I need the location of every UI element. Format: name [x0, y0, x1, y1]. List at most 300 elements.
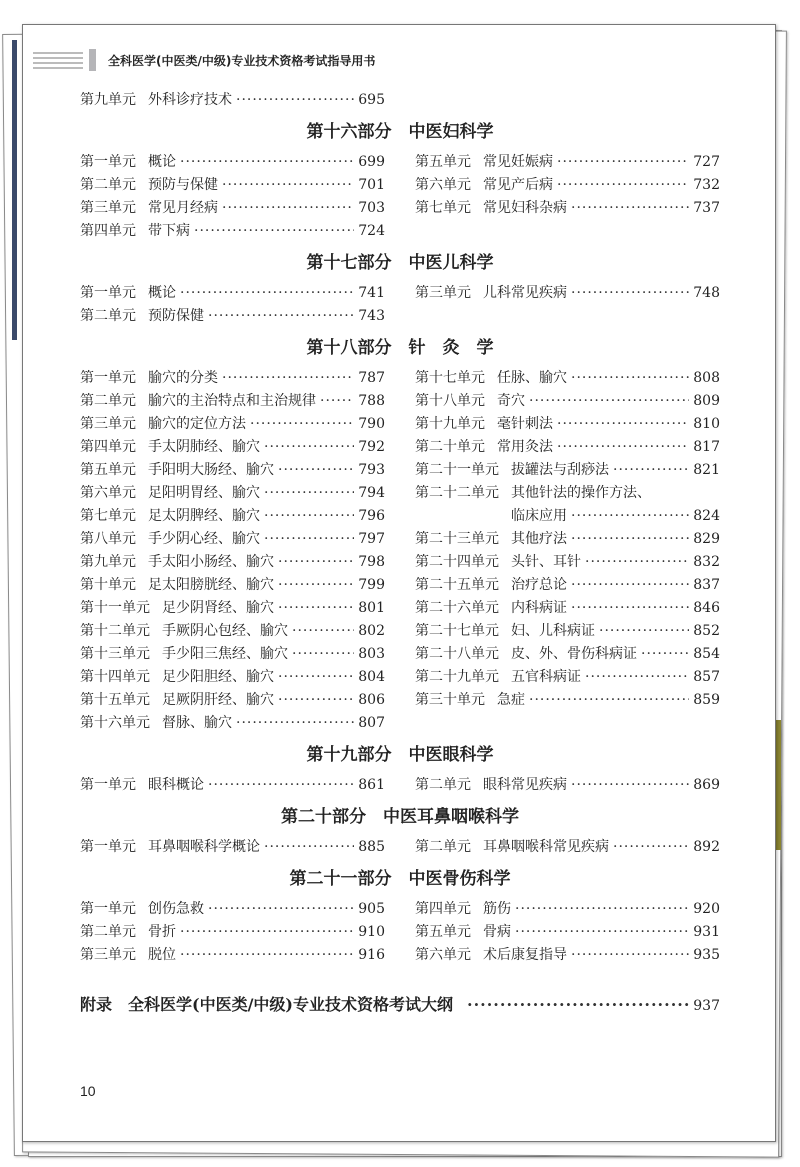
section-title: 第二十部分 中医耳鼻咽喉科学	[281, 807, 519, 827]
right-column	[415, 151, 720, 243]
page-number: 788	[358, 393, 385, 409]
page-number: 804	[358, 669, 385, 685]
appendix-label: 附录	[80, 995, 113, 1014]
entry-title: 骨病	[483, 924, 511, 940]
dot-leader	[264, 528, 354, 551]
unit-label: 第一单元	[80, 839, 136, 855]
dot-leader	[571, 367, 689, 390]
dot-leader	[613, 836, 689, 859]
dot-leader	[529, 689, 689, 712]
unit-label: 第十四单元	[80, 669, 150, 685]
page-number: 794	[358, 485, 385, 501]
entry-title: 头针、耳针	[511, 554, 581, 570]
toc-entry[interactable]	[80, 666, 385, 689]
header-stripes-decoration	[33, 49, 83, 71]
toc-entry[interactable]	[80, 689, 385, 712]
entry-title: 其他疗法	[511, 531, 567, 547]
dot-leader	[250, 413, 354, 436]
unit-label: 第四单元	[80, 439, 136, 455]
unit-label: 第九单元	[80, 554, 136, 570]
entry-title: 常见月经病	[148, 200, 218, 216]
toc-entry[interactable]	[415, 413, 720, 436]
left-column	[80, 151, 385, 243]
entry-title: 治疗总论	[511, 577, 567, 593]
entry-title: 筋伤	[483, 901, 511, 917]
page-number: 699	[358, 154, 385, 170]
page-number: 737	[693, 200, 720, 216]
toc-entry[interactable]	[80, 528, 385, 551]
toc-entry[interactable]	[80, 367, 385, 390]
dot-leader	[557, 151, 689, 174]
dot-leader	[264, 836, 354, 859]
dot-leader	[180, 944, 354, 967]
unit-label: 第二十二单元	[415, 485, 499, 501]
unit-label: 第二十单元	[415, 439, 485, 455]
dot-leader	[571, 774, 689, 797]
dot-leader	[613, 459, 689, 482]
toc-entry[interactable]	[415, 436, 720, 459]
unit-label: 第十五单元	[80, 692, 150, 708]
dot-leader	[208, 305, 354, 328]
toc-entry[interactable]	[415, 528, 720, 551]
page-number: 796	[358, 508, 385, 524]
toc-entry[interactable]	[80, 305, 385, 328]
unit-label: 第二单元	[415, 777, 471, 793]
dot-leader	[557, 413, 689, 436]
entry-title: 足少阳胆经、腧穴	[162, 669, 274, 685]
entry-title: 脱位	[148, 947, 176, 963]
page-number: 701	[358, 177, 385, 193]
page-number: 885	[358, 839, 385, 855]
section-title: 第十七部分 中医儿科学	[306, 253, 494, 273]
unit-label: 第一单元	[80, 370, 136, 386]
book-edge-accent	[12, 40, 17, 340]
unit-label: 第三单元	[415, 285, 471, 301]
dot-leader	[571, 505, 689, 528]
toc-entry[interactable]	[415, 944, 720, 967]
entry-title: 眼科常见疾病	[483, 777, 567, 793]
toc-entry[interactable]	[80, 89, 385, 112]
entry-title: 腧穴的定位方法	[148, 416, 246, 432]
dot-leader	[222, 367, 354, 390]
toc-entry[interactable]	[415, 597, 720, 620]
page-number: 787	[358, 370, 385, 386]
page-number: 935	[693, 947, 720, 963]
section-columns	[80, 367, 720, 735]
dot-leader	[467, 993, 689, 1016]
dot-leader	[278, 689, 354, 712]
dot-leader	[515, 921, 689, 944]
toc-entry[interactable]	[80, 551, 385, 574]
dot-leader	[571, 574, 689, 597]
dot-leader	[571, 944, 689, 967]
unit-label: 第二单元	[80, 177, 136, 193]
unit-label: 第七单元	[415, 200, 471, 216]
left-column	[80, 282, 385, 328]
unit-label: 第五单元	[415, 924, 471, 940]
toc-entry[interactable]	[80, 220, 385, 243]
dot-leader	[222, 197, 354, 220]
page-number: 910	[358, 924, 385, 940]
toc-section	[80, 735, 720, 797]
page-number: 920	[693, 901, 720, 917]
page-number: 837	[693, 577, 720, 593]
toc-entry[interactable]	[415, 367, 720, 390]
toc-entry[interactable]	[80, 482, 385, 505]
page-number: 727	[693, 154, 720, 170]
toc-entry[interactable]	[415, 836, 720, 859]
table-of-contents	[80, 89, 720, 1016]
dot-leader	[180, 282, 354, 305]
page-number: 797	[358, 531, 385, 547]
page-number: 832	[693, 554, 720, 570]
toc-entry[interactable]	[80, 712, 385, 735]
entry-title: 概论	[148, 154, 176, 170]
entry-title: 手少阳三焦经、腧穴	[162, 646, 288, 662]
unit-label: 第五单元	[80, 462, 136, 478]
entry-title: 临床应用	[511, 508, 567, 524]
entry-title: 皮、外、骨伤科病证	[511, 646, 637, 662]
section-title: 第二十一部分 中医骨伤科学	[289, 869, 511, 889]
page-number: 732	[693, 177, 720, 193]
unit-label: 第二单元	[415, 839, 471, 855]
unit-label: 第三单元	[80, 947, 136, 963]
page-number: 852	[693, 623, 720, 639]
toc-entry[interactable]	[80, 151, 385, 174]
dot-leader	[278, 459, 354, 482]
toc-entry[interactable]	[80, 459, 385, 482]
unit-label: 第二十七单元	[415, 623, 499, 639]
unit-label: 第一单元	[80, 901, 136, 917]
dot-leader	[208, 898, 354, 921]
toc-entry[interactable]	[415, 921, 720, 944]
toc-entry[interactable]	[80, 174, 385, 197]
right-column	[415, 282, 720, 328]
dot-leader	[278, 666, 354, 689]
toc-entry[interactable]	[80, 836, 385, 859]
toc-entry-continuation[interactable]	[415, 505, 720, 528]
dot-leader	[515, 898, 689, 921]
page-number: 857	[693, 669, 720, 685]
entry-title: 常用灸法	[497, 439, 553, 455]
unit-label: 第十一单元	[80, 600, 150, 616]
page-number: 801	[358, 600, 385, 616]
toc-entry[interactable]	[415, 574, 720, 597]
dot-leader	[599, 620, 689, 643]
entry-title: 奇穴	[497, 393, 525, 409]
page-number: 916	[358, 947, 385, 963]
dot-leader	[320, 390, 354, 413]
page-number: 829	[693, 531, 720, 547]
page-number: 937	[693, 998, 720, 1014]
entry-title: 手太阳小肠经、腧穴	[148, 554, 274, 570]
unit-label: 第二十三单元	[415, 531, 499, 547]
toc-entry[interactable]	[80, 282, 385, 305]
entry-title: 儿科常见疾病	[483, 285, 567, 301]
entry-title: 足厥阴肝经、腧穴	[162, 692, 274, 708]
toc-entry[interactable]	[415, 666, 720, 689]
entry-title: 骨折	[148, 924, 176, 940]
toc-section	[80, 243, 720, 328]
entry-title: 术后康复指导	[483, 947, 567, 963]
entry-title: 手太阴肺经、腧穴	[148, 439, 260, 455]
toc-entry[interactable]	[80, 597, 385, 620]
dot-leader	[236, 89, 354, 112]
unit-label: 第二单元	[80, 393, 136, 409]
page-number: 741	[358, 285, 385, 301]
unit-label: 第二十九单元	[415, 669, 499, 685]
unit-label: 第三单元	[80, 416, 136, 432]
right-column	[415, 898, 720, 967]
section-columns	[80, 151, 720, 243]
dot-leader	[194, 220, 354, 243]
section-columns	[80, 836, 720, 859]
section-title: 第十八部分 针 灸 学	[306, 338, 494, 358]
dot-leader	[557, 174, 689, 197]
entry-title: 预防与保健	[148, 177, 218, 193]
unit-label: 第六单元	[415, 177, 471, 193]
unit-label: 第二十五单元	[415, 577, 499, 593]
toc-entry[interactable]	[80, 197, 385, 220]
toc-section	[80, 797, 720, 859]
dot-leader	[278, 574, 354, 597]
entry-title: 手厥阴心包经、腧穴	[162, 623, 288, 639]
entry-title: 带下病	[148, 223, 190, 239]
dot-leader	[292, 620, 354, 643]
unit-label: 第一单元	[80, 777, 136, 793]
unit-label: 第四单元	[80, 223, 136, 239]
toc-entry[interactable]	[80, 574, 385, 597]
toc-entry[interactable]	[415, 151, 720, 174]
toc-entry[interactable]	[415, 643, 720, 666]
dot-leader	[222, 174, 354, 197]
right-column	[415, 367, 720, 735]
unit-label: 第三十单元	[415, 692, 485, 708]
dot-leader	[585, 666, 689, 689]
page-number: 817	[693, 439, 720, 455]
document-page	[22, 24, 776, 1142]
unit-label: 第二十八单元	[415, 646, 499, 662]
dot-leader	[571, 528, 689, 551]
unit-label: 第八单元	[80, 531, 136, 547]
page-number: 854	[693, 646, 720, 662]
entry-title: 妇、儿科病证	[511, 623, 595, 639]
toc-entry[interactable]	[80, 643, 385, 666]
toc-entry[interactable]	[415, 459, 720, 482]
section-title: 第十九部分 中医眼科学	[306, 745, 494, 765]
entry-title: 常见产后病	[483, 177, 553, 193]
dot-leader	[180, 921, 354, 944]
entry-title: 腧穴的分类	[148, 370, 218, 386]
toc-entry[interactable]	[415, 689, 720, 712]
entry-title: 急症	[497, 692, 525, 708]
toc-entry[interactable]	[415, 197, 720, 220]
entry-title: 内科病证	[511, 600, 567, 616]
appendix-entry[interactable]	[80, 993, 720, 1016]
entry-title: 任脉、腧穴	[497, 370, 567, 386]
unit-label: 第一单元	[80, 154, 136, 170]
dot-leader	[264, 436, 354, 459]
unit-label: 第十单元	[80, 577, 136, 593]
entry-title: 拔罐法与刮痧法	[511, 462, 609, 478]
section-columns	[80, 282, 720, 328]
appendix-title: 全科医学(中医类/中级)专业技术资格考试大纲	[128, 995, 454, 1014]
left-column	[80, 367, 385, 735]
unit-label: 第一单元	[80, 285, 136, 301]
unit-label: 第十八单元	[415, 393, 485, 409]
toc-entry[interactable]	[80, 436, 385, 459]
page-number: 806	[358, 692, 385, 708]
right-column	[415, 774, 720, 797]
unit-label: 第三单元	[80, 200, 136, 216]
entry-title: 手阳明大肠经、腧穴	[148, 462, 274, 478]
dot-leader	[208, 774, 354, 797]
page-number: 807	[358, 715, 385, 731]
toc-entry[interactable]	[80, 620, 385, 643]
page-number: 792	[358, 439, 385, 455]
page-number: 808	[693, 370, 720, 386]
page-number: 809	[693, 393, 720, 409]
unit-label: 第十三单元	[80, 646, 150, 662]
book-edge-accent	[776, 720, 781, 850]
toc-entry[interactable]	[80, 390, 385, 413]
dot-leader	[585, 551, 689, 574]
left-column	[80, 774, 385, 797]
entry-title: 概论	[148, 285, 176, 301]
unit-label: 第六单元	[80, 485, 136, 501]
toc-entry[interactable]	[415, 774, 720, 797]
dot-leader	[571, 282, 689, 305]
dot-leader	[557, 436, 689, 459]
dot-leader	[278, 597, 354, 620]
page-number-footer: 10	[80, 1083, 96, 1099]
dot-leader	[236, 712, 354, 735]
page-number: 859	[693, 692, 720, 708]
unit-label: 第二十一单元	[415, 462, 499, 478]
unit-label: 第四单元	[415, 901, 471, 917]
page-number: 821	[693, 462, 720, 478]
toc-entry[interactable]	[415, 482, 720, 505]
entry-title: 其他针法的操作方法、	[511, 485, 651, 501]
toc-entry[interactable]	[80, 774, 385, 797]
unit-label: 第二单元	[80, 924, 136, 940]
entry-title: 督脉、腧穴	[162, 715, 232, 731]
toc-section	[80, 328, 720, 735]
toc-entry[interactable]	[415, 174, 720, 197]
entry-title: 足太阴脾经、腧穴	[148, 508, 260, 524]
toc-entry[interactable]	[80, 921, 385, 944]
page-number: 892	[693, 839, 720, 855]
page-number: 703	[358, 200, 385, 216]
right-column	[415, 836, 720, 859]
section-title: 第十六部分 中医妇科学	[306, 122, 494, 142]
dot-leader	[571, 597, 689, 620]
toc-entry[interactable]	[415, 282, 720, 305]
toc-entry[interactable]	[415, 620, 720, 643]
page-number: 810	[693, 416, 720, 432]
page-number: 799	[358, 577, 385, 593]
page-number: 695	[358, 92, 385, 108]
toc-entry[interactable]	[80, 944, 385, 967]
toc-entry[interactable]	[80, 505, 385, 528]
unit-label: 第二十六单元	[415, 600, 499, 616]
toc-entry[interactable]	[415, 551, 720, 574]
unit-label: 第十六单元	[80, 715, 150, 731]
dot-leader	[264, 482, 354, 505]
page-number: 793	[358, 462, 385, 478]
page-number: 905	[358, 901, 385, 917]
toc-section	[80, 112, 720, 243]
page-number: 798	[358, 554, 385, 570]
dot-leader	[278, 551, 354, 574]
running-header	[33, 45, 375, 75]
entry-title: 耳鼻咽喉科常见疾病	[483, 839, 609, 855]
toc-section	[80, 859, 720, 967]
dot-leader	[180, 151, 354, 174]
entry-title: 常见妊娠病	[483, 154, 553, 170]
toc-entry[interactable]	[415, 390, 720, 413]
page-number: 748	[693, 285, 720, 301]
dot-leader	[641, 643, 689, 666]
entry-title: 耳鼻咽喉科学概论	[148, 839, 260, 855]
dot-leader	[571, 197, 689, 220]
entry-title: 毫针刺法	[497, 416, 553, 432]
entry-title: 腧穴的主治特点和主治规律	[148, 393, 316, 409]
page-number: 846	[693, 600, 720, 616]
page-number: 724	[358, 223, 385, 239]
page-number: 743	[358, 308, 385, 324]
unit-label: 第九单元	[80, 92, 136, 108]
toc-entry[interactable]	[80, 898, 385, 921]
entry-title: 足少阴肾经、腧穴	[162, 600, 274, 616]
header-title: 全科医学(中医类/中级)专业技术资格考试指导用书	[108, 53, 376, 68]
header-bar-decoration	[89, 49, 96, 71]
toc-entry[interactable]	[415, 898, 720, 921]
page-number: 869	[693, 777, 720, 793]
section-columns	[80, 774, 720, 797]
unit-label: 第二十四单元	[415, 554, 499, 570]
page-number: 790	[358, 416, 385, 432]
toc-entry[interactable]	[80, 413, 385, 436]
unit-label: 第二单元	[80, 308, 136, 324]
unit-label: 第十九单元	[415, 416, 485, 432]
entry-title: 五官科病证	[511, 669, 581, 685]
left-column	[80, 836, 385, 859]
entry-title: 预防保健	[148, 308, 204, 324]
dot-leader	[529, 390, 689, 413]
page-number: 824	[693, 508, 720, 524]
page-number: 931	[693, 924, 720, 940]
entry-title: 眼科概论	[148, 777, 204, 793]
entry-title: 足太阳膀胱经、腧穴	[148, 577, 274, 593]
unit-label: 第七单元	[80, 508, 136, 524]
dot-leader	[264, 505, 354, 528]
entry-title: 外科诊疗技术	[148, 92, 232, 108]
page-number: 803	[358, 646, 385, 662]
dot-leader	[292, 643, 354, 666]
left-column	[80, 898, 385, 967]
unit-label: 第五单元	[415, 154, 471, 170]
entry-title: 手少阴心经、腧穴	[148, 531, 260, 547]
unit-label: 第十七单元	[415, 370, 485, 386]
entry-title: 常见妇科杂病	[483, 200, 567, 216]
page-number: 861	[358, 777, 385, 793]
section-columns	[80, 898, 720, 967]
entry-title: 足阳明胃经、腧穴	[148, 485, 260, 501]
entry-title: 创伤急救	[148, 901, 204, 917]
unit-label: 第六单元	[415, 947, 471, 963]
unit-label: 第十二单元	[80, 623, 150, 639]
